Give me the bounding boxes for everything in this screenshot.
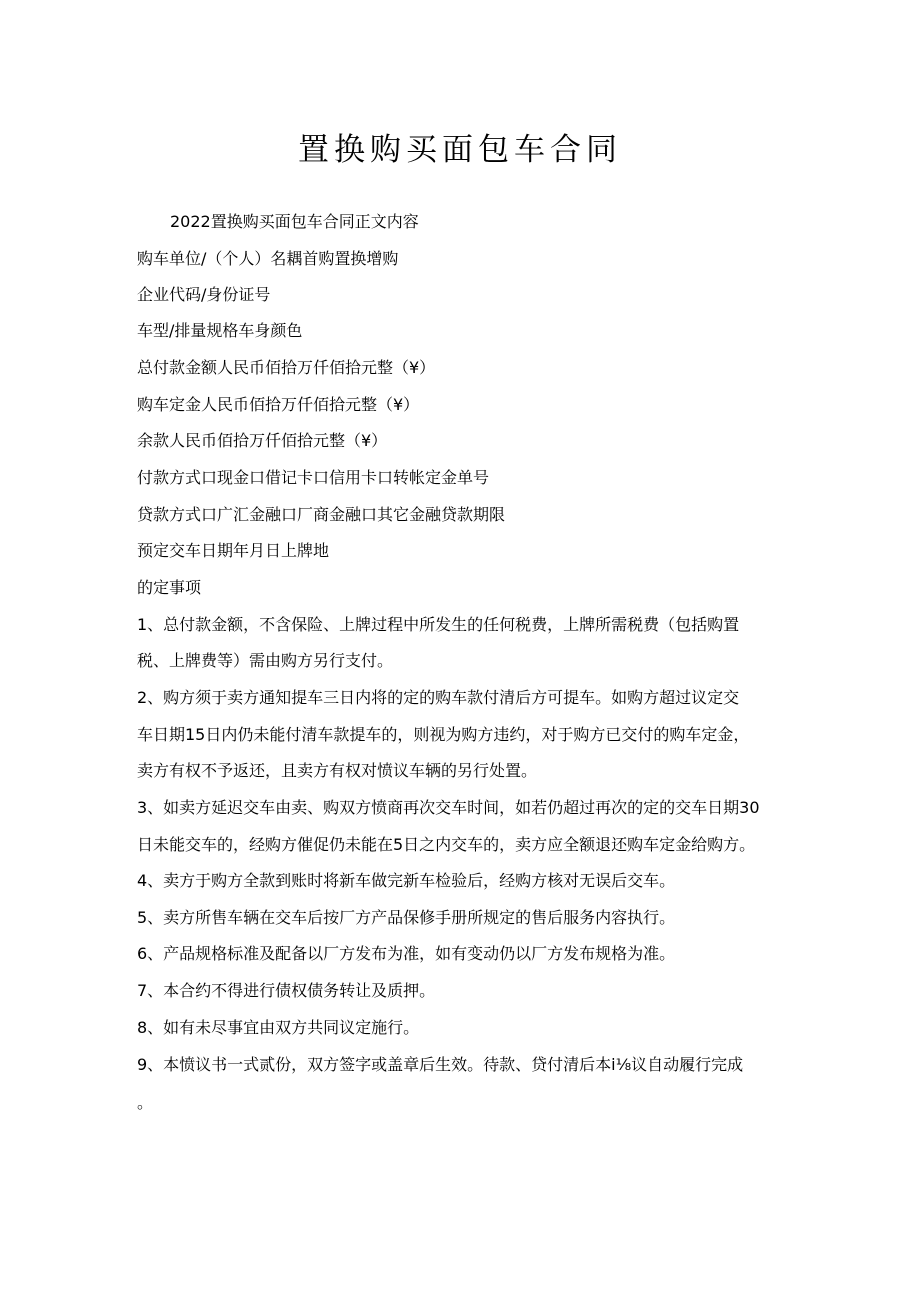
field-id-number: 企业代码/身份证号	[137, 285, 271, 304]
field-deposit: 购车定金人民币佰拾万仟佰拾元整（¥）	[137, 395, 420, 414]
clause-line: 5、卖方所售车辆在交车后按厂方产品保修手册所规定的售后服务内容执行。	[137, 908, 676, 927]
document-title: 置换购买面包车合同	[298, 132, 622, 168]
clause-line: 1、总付款金额，不含保险、上牌过程中所发生的任何税费，上牌所需税费（包括购置	[137, 615, 740, 634]
clause-line: 8、如有未尽事宜由双方共同议定施行。	[137, 1018, 420, 1037]
clause-line: 9、本愤议书一式贰份，双方签字或盖章后生效。待款、贷付清后本i⅛议自动履行完成	[137, 1055, 744, 1074]
section-heading: 的定事项	[137, 578, 202, 597]
clause-line: 4、卖方于购方全款到账时将新车做完新车检验后，经购方核对无误后交车。	[137, 871, 676, 890]
clause-line: 。	[137, 1093, 154, 1112]
field-buyer: 购车单位/（个人）名耦首购置换增购	[137, 249, 399, 268]
clause-line: 车日期15日内仍未能付清车款提车的，则视为购方违约，对于购方已交付的购车定金，	[137, 725, 750, 744]
clause-line: 2、购方须于卖方通知提车三日内将的定的购车款付清后方可提车。如购方超过议定交	[137, 688, 740, 707]
clause-line: 7、本合约不得进行债权债务转让及质押。	[137, 981, 436, 1000]
field-loan-method: 贷款方式口广汇金融口厂商金融口其它金融贷款期限	[137, 505, 506, 524]
field-balance: 余款人民币佰拾万仟佰拾元整（¥）	[137, 431, 388, 450]
field-payment-method: 付款方式口现金口借记卡口信用卡口转帐定金单号	[137, 468, 490, 487]
field-vehicle-model: 车型/排量规格车身颜色	[137, 321, 303, 340]
intro-line: 2022置换购买面包车合同正文内容	[170, 212, 419, 231]
clause-line: 6、产品规格标准及配备以厂方发布为准，如有变动仍以厂方发布规格为准。	[137, 944, 676, 963]
field-delivery-date: 预定交车日期年月日上牌地	[137, 541, 330, 560]
clause-line: 日未能交车的，经购方催促仍未能在5日之内交车的，卖方应全额退还购车定金给购方。	[137, 835, 756, 854]
clause-line: 3、如卖方延迟交车由卖、购双方愤商再次交车时间，如若仍超过再次的定的交车日期30	[137, 798, 760, 817]
field-total-amount: 总付款金额人民币佰拾万仟佰拾元整（¥）	[137, 358, 436, 377]
clause-line: 卖方有权不予返还，且卖方有权对愤议车辆的另行处置。	[137, 761, 538, 780]
clause-line: 税、上牌费等）需由购方另行支付。	[137, 651, 394, 670]
